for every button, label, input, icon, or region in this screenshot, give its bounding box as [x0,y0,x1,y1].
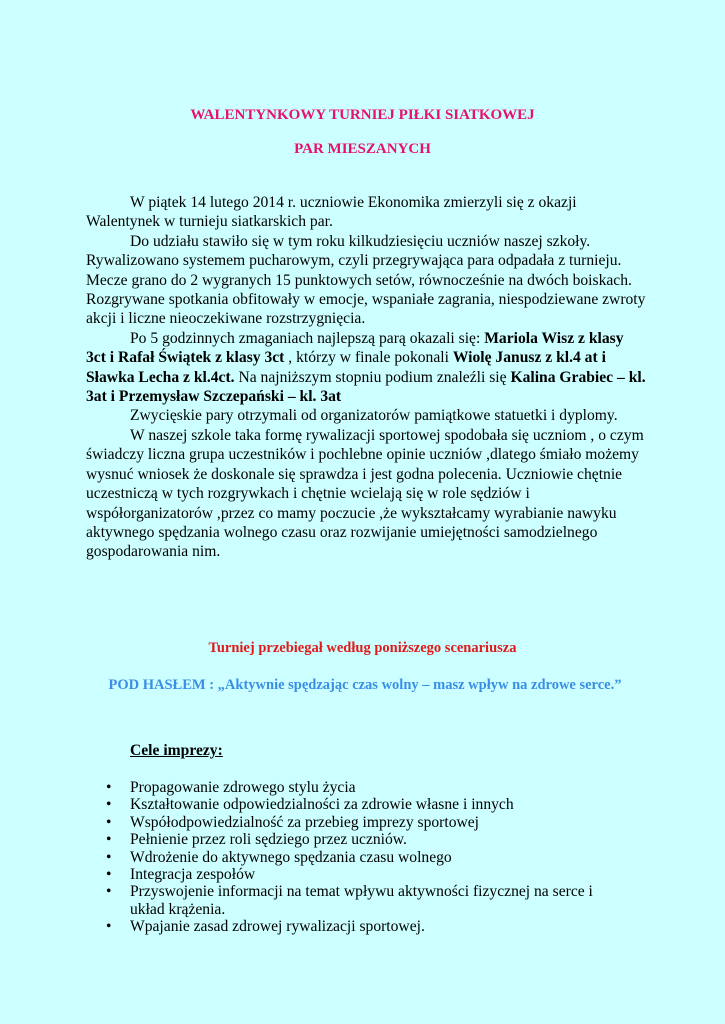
list-item [104,796,624,813]
winners-names: Mariola Wisz z klasy 3ct i Rafał Świątek z klasy 3ct [86,329,624,367]
finalists-names: Wiolę Janusz z kl.4 at i Sławka Lecha z kl.4ct. [86,349,606,386]
list-item [104,814,624,831]
list-item [104,883,624,918]
bullet-icon: • [106,866,112,884]
paragraph-5: W naszej szkole taka formę rywalizacji sportowej spodobała się uczniom , o czym świadczy liczna grupa uczestników i pochlebne opinie uczniów ,dlatego śmiało możemy wysnuć wniosek że doskonale się sprawdza i jest godna polecenia. Uczniowie chętnie uczestniczą w tych rozgrywkach i chętnie wcielają się w role sędziów i współorganizatorów ,przez co mamy poczucie ,że wykształcamy wyrabianie nawyku aktywnego spędzania wolnego czasu oraz rozwijanie umiejętności samodzielnego gospodarowania nim. [86,426,644,561]
list-item-text: Integracja zespołów [130,866,256,884]
paragraph-1: W piątek 14 lutego 2014 r. uczniowie Ekonomika zmierzyli się z okazji Walentynek w turnieju siatkarskich par. [86,194,577,231]
article-body [86,193,646,562]
bullet-icon: • [106,796,112,814]
list-item [104,831,624,848]
bullet-icon: • [106,883,112,901]
list-item-text: Propagowanie zdrowego stylu życia [130,779,356,796]
p3-text-e: Na najniższym stopniu podium znaleźli się [234,368,511,386]
paragraph-4: Zwycięskie pary otrzymali od organizatorów pamiątkowe statuetki i dyplomy. [130,407,618,425]
list-item [104,779,624,796]
bullet-icon: • [106,848,112,866]
motto-heading: POD HASŁEM : „Aktywnie spędzając czas wolny – masz wpływ na zdrowe serce.” [108,677,622,693]
p3-text-a: Po 5 godzinnych zmaganiach najlepszą parą okazali się: [130,329,485,347]
title-line-1: WALENTYNKOWY TURNIEJ PIŁKI SIATKOWEJ [190,107,535,123]
bullet-icon: • [106,831,112,849]
list-item-text: Wdrożenie do aktywnego spędzania czasu wolnego [130,848,452,866]
list-item-text: Pełnienie przez roli sędziego przez uczniów. [130,831,407,849]
paragraph-2: Do udziału stawiło się w tym roku kilkudziesięciu uczniów naszej szkoły. Rywalizowano systemem pucharowym, czyli przegrywająca para odpadała z turnieju. Mecze grano do 2 wygranych 15 punktowych setów, równocześnie na dwóch boiskach. Rozgrywane spotkania obfitowały w emocje, wspaniałe zagrania, niespodziewane zwroty akcji i liczne nieoczekiwane rozstrzygnięcia. [86,232,646,328]
list-item-text: Wpajanie zasad zdrowej rywalizacji sportowej. [130,918,425,936]
list-item-text: Przyswojenie informacji na temat wpływu aktywności fizycznej na serce i układ krążenia. [130,883,593,918]
paragraph-3 [86,329,646,407]
goals-heading: Cele imprezy: [130,742,223,759]
list-item [104,918,624,935]
bullet-icon: • [106,918,112,936]
list-item-text: Kształtowanie odpowiedzialności za zdrowie własne i innych [130,796,514,814]
list-item-text: Współodpowiedzialność za przebieg imprezy sportowej [130,813,480,831]
list-item [104,866,624,883]
bullet-icon: • [106,779,112,796]
title-line-2: PAR MIESZANYCH [294,141,431,157]
list-item [104,849,624,866]
third-place-names: Kalina Grabiec – kl. 3at i Przemysław Szczepański – kl. 3at [86,368,646,406]
goals-list [104,779,624,936]
bullet-icon: • [106,813,112,831]
p3-text-c: , którzy w finale pokonali [284,349,453,367]
scenario-heading: Turniej przebiegał według poniższego scenariusza [208,640,517,656]
